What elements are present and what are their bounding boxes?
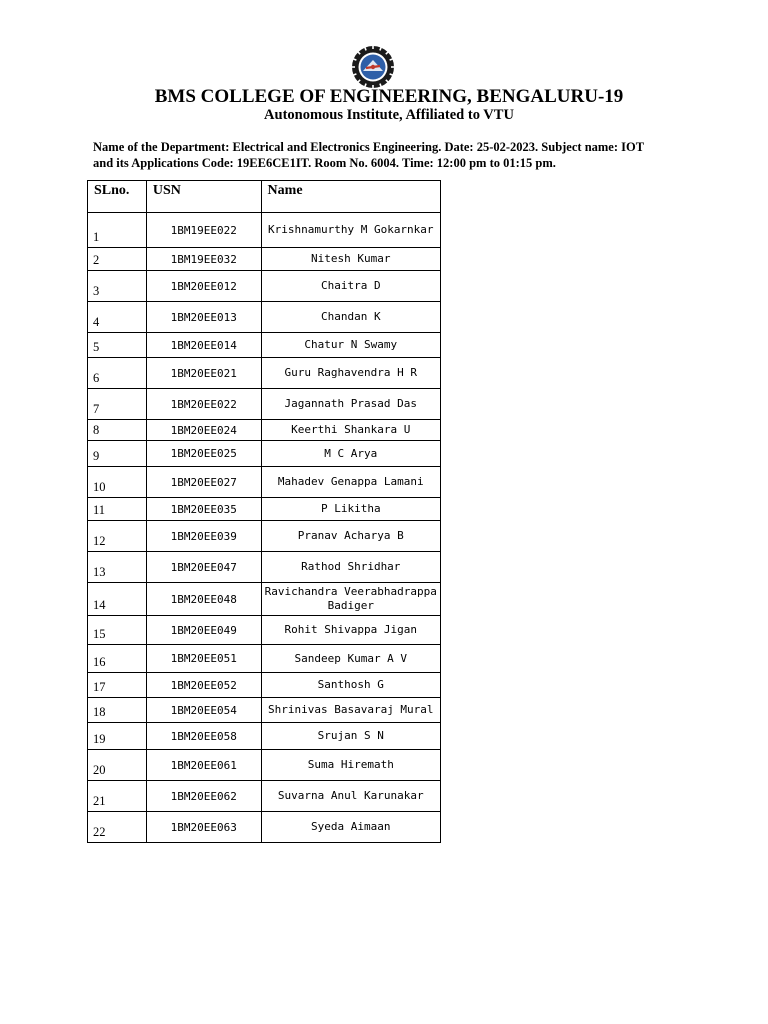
table-row: [88, 521, 441, 552]
usn-cell: 1BM20EE024: [146, 420, 261, 441]
header-name: Name: [261, 181, 440, 213]
table-row: [88, 358, 441, 389]
table-row: [88, 645, 441, 673]
slno-cell: 1: [88, 213, 147, 248]
usn-cell: 1BM20EE049: [146, 616, 261, 645]
table-row: [88, 420, 441, 441]
header-usn: USN: [146, 181, 261, 213]
usn-cell: 1BM20EE035: [146, 498, 261, 521]
name-cell: Sandeep Kumar A V: [261, 645, 440, 673]
usn-cell: 1BM19EE032: [146, 248, 261, 271]
name-cell: Suma Hiremath: [261, 750, 440, 781]
name-cell: Guru Raghavendra H R: [261, 358, 440, 389]
college-title: BMS COLLEGE OF ENGINEERING, BENGALURU-19: [154, 86, 624, 107]
usn-cell: 1BM20EE054: [146, 698, 261, 723]
table-row: [88, 498, 441, 521]
slno-cell: 21: [88, 781, 147, 812]
slno-cell: 12: [88, 521, 147, 552]
table-row: [88, 552, 441, 583]
usn-cell: 1BM20EE063: [146, 812, 261, 843]
slno-cell: 4: [88, 302, 147, 333]
usn-cell: 1BM20EE014: [146, 333, 261, 358]
table-row: [88, 248, 441, 271]
name-cell: P Likitha: [261, 498, 440, 521]
slno-cell: 20: [88, 750, 147, 781]
name-cell: M C Arya: [261, 441, 440, 467]
name-cell: Chandan K: [261, 302, 440, 333]
table-header-row: [88, 181, 441, 213]
name-cell: Keerthi Shankara U: [261, 420, 440, 441]
name-cell: Syeda Aimaan: [261, 812, 440, 843]
name-cell: Santhosh G: [261, 673, 440, 698]
exam-info-line-2: and its Applications Code: 19EE6CE1IT. Room No. 6004. Time: 12:00 pm to 01:15 pm.: [93, 156, 556, 170]
name-cell: Chaitra D: [261, 271, 440, 302]
slno-cell: 19: [88, 723, 147, 750]
slno-cell: 11: [88, 498, 147, 521]
name-cell: Shrinivas Basavaraj Mural: [261, 698, 440, 723]
slno-cell: 5: [88, 333, 147, 358]
slno-cell: 16: [88, 645, 147, 673]
slno-cell: 18: [88, 698, 147, 723]
student-roster-table: [87, 180, 441, 843]
usn-cell: 1BM20EE012: [146, 271, 261, 302]
college-subtitle: Autonomous Institute, Affiliated to VTU: [264, 107, 514, 123]
table-row: [88, 781, 441, 812]
table-row: [88, 333, 441, 358]
usn-cell: 1BM19EE022: [146, 213, 261, 248]
table-row: [88, 271, 441, 302]
table-row: [88, 467, 441, 498]
slno-cell: 7: [88, 389, 147, 420]
name-cell: Pranav Acharya B: [261, 521, 440, 552]
table-row: [88, 213, 441, 248]
usn-cell: 1BM20EE013: [146, 302, 261, 333]
name-cell: Chatur N Swamy: [261, 333, 440, 358]
name-cell: Nitesh Kumar: [261, 248, 440, 271]
slno-cell: 10: [88, 467, 147, 498]
table-row: [88, 698, 441, 723]
table-row: [88, 812, 441, 843]
usn-cell: 1BM20EE047: [146, 552, 261, 583]
usn-cell: 1BM20EE022: [146, 389, 261, 420]
slno-cell: 9: [88, 441, 147, 467]
slno-cell: 13: [88, 552, 147, 583]
name-cell: Rohit Shivappa Jigan: [261, 616, 440, 645]
usn-cell: 1BM20EE027: [146, 467, 261, 498]
slno-cell: 15: [88, 616, 147, 645]
table-row: [88, 441, 441, 467]
slno-cell: 8: [88, 420, 147, 441]
table-row: [88, 723, 441, 750]
slno-cell: 17: [88, 673, 147, 698]
usn-cell: 1BM20EE051: [146, 645, 261, 673]
table-row: [88, 616, 441, 645]
name-cell: Jagannath Prasad Das: [261, 389, 440, 420]
usn-cell: 1BM20EE061: [146, 750, 261, 781]
table-row: [88, 302, 441, 333]
usn-cell: 1BM20EE062: [146, 781, 261, 812]
slno-cell: 6: [88, 358, 147, 389]
usn-cell: 1BM20EE052: [146, 673, 261, 698]
name-cell: Srujan S N: [261, 723, 440, 750]
name-cell: Ravichandra Veerabhadrappa Badiger: [261, 583, 440, 616]
slno-cell: 22: [88, 812, 147, 843]
slno-cell: 3: [88, 271, 147, 302]
usn-cell: 1BM20EE021: [146, 358, 261, 389]
name-cell: Rathod Shridhar: [261, 552, 440, 583]
name-cell: Krishnamurthy M Gokarnkar: [261, 213, 440, 248]
table-row: [88, 750, 441, 781]
usn-cell: 1BM20EE058: [146, 723, 261, 750]
name-cell: Suvarna Anul Karunakar: [261, 781, 440, 812]
college-emblem-logo: [350, 44, 396, 90]
usn-cell: 1BM20EE039: [146, 521, 261, 552]
exam-info: [93, 139, 683, 171]
table-row: [88, 583, 441, 616]
slno-cell: 2: [88, 248, 147, 271]
usn-cell: 1BM20EE048: [146, 583, 261, 616]
name-cell: Mahadev Genappa Lamani: [261, 467, 440, 498]
table-row: [88, 389, 441, 420]
slno-cell: 14: [88, 583, 147, 616]
table-row: [88, 673, 441, 698]
exam-info-line-1: Name of the Department: Electrical and Electronics Engineering. Date: 25-02-2023. Subject name: IOT: [93, 140, 645, 154]
header-slno: SLno.: [88, 181, 147, 213]
usn-cell: 1BM20EE025: [146, 441, 261, 467]
